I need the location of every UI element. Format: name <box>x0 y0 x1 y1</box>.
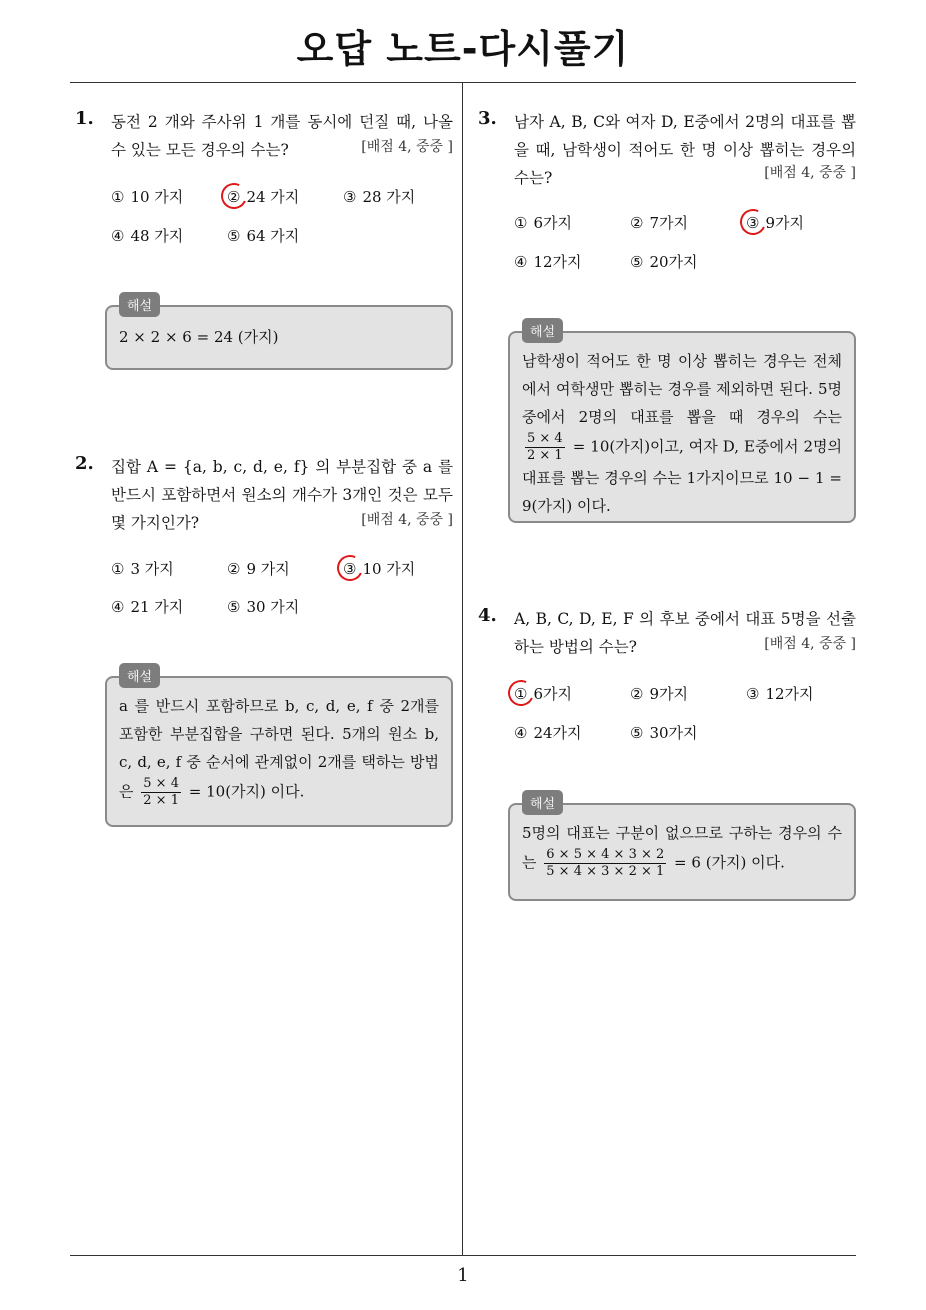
choice-mark: ⑤ <box>630 724 644 742</box>
choice-label: 48 가지 <box>130 227 184 245</box>
choice-label: 24가지 <box>533 724 582 742</box>
choice-label: 9가지 <box>649 685 688 703</box>
solution-label: 해설 <box>119 292 160 317</box>
selected-answer-circle <box>504 676 537 709</box>
choice-label: 30 가지 <box>246 598 300 616</box>
choice-label: 7가지 <box>649 214 688 232</box>
footer-rule <box>70 1255 856 1256</box>
choice-4[interactable] <box>514 722 582 743</box>
choice-label: 6가지 <box>533 685 572 703</box>
solution-text: 5명의 대표는 구분이 없으므로 구하는 경우의 수는 <box>522 824 842 872</box>
problem-3 <box>478 108 856 523</box>
solution-text: 남학생이 적어도 한 명 이상 뽑히는 경우는 전체에서 여학생만 뽑히는 경우를 제외하면 된다. 5명 중에서 2명의 대표를 뽑을 때 경우의 수는 <box>522 352 842 426</box>
choice-mark: ④ <box>514 253 528 271</box>
solution-box <box>508 797 856 901</box>
choice-mark: ③ <box>343 560 357 578</box>
choice-mark: ③ <box>343 188 357 206</box>
choice-mark: ④ <box>111 227 125 245</box>
column-divider <box>462 82 463 1255</box>
problem-meta: [배점 4, 중중 ] <box>361 139 453 155</box>
choice-mark: ⑤ <box>227 227 241 245</box>
selected-answer-circle <box>736 205 769 238</box>
solution-box <box>105 670 453 827</box>
choice-1[interactable] <box>514 212 572 233</box>
problem-meta: [배점 4, 중중 ] <box>764 165 856 181</box>
solution-text-end: = 10(가지) 이다. <box>188 782 305 801</box>
choice-label: 12가지 <box>533 253 582 271</box>
choice-3[interactable] <box>746 683 814 704</box>
problem-text: 남자 A, B, C와 여자 D, E중에서 2명의 대표를 뽑을 때, 남학생이 적어도 한 명 이상 뽑히는 경우의 수는? <box>514 113 856 187</box>
choice-mark: ② <box>227 560 241 578</box>
choice-4[interactable] <box>514 251 582 272</box>
solution-label: 해설 <box>119 663 160 688</box>
choice-4[interactable] <box>111 596 183 617</box>
solution-text-end: = 10(가지)이고, 여자 D, E중에서 2명의 대표를 뽑는 경우의 수는 1가지이므로 10 − 1 = 9(가지) 이다. <box>522 437 842 515</box>
choice-2[interactable] <box>227 558 290 579</box>
solution-fraction <box>525 431 565 464</box>
solution-label: 해설 <box>522 790 563 815</box>
choice-5[interactable] <box>630 722 698 743</box>
choice-mark: ② <box>630 214 644 232</box>
choice-label: 64 가지 <box>246 227 300 245</box>
choice-1[interactable] <box>514 683 572 704</box>
page-number: 1 <box>457 1265 469 1286</box>
solution-text: a 를 반드시 포함하므로 b, c, d, e, f 중 2개를 포함한 부분집합을 구하면 된다. 5개의 원소 b, c, d, e, f 중 순서에 관계없이 2개를 택하는 방법은 <box>119 697 439 801</box>
choice-3[interactable] <box>343 558 415 579</box>
choice-2[interactable] <box>630 212 688 233</box>
choice-mark: ② <box>227 188 241 206</box>
choice-mark: ③ <box>746 214 760 232</box>
problem-number: 4. <box>478 605 497 626</box>
solution-label: 해설 <box>522 318 563 343</box>
choice-5[interactable] <box>227 596 299 617</box>
choice-label: 24 가지 <box>246 188 300 206</box>
choice-5[interactable] <box>630 251 698 272</box>
choice-label: 10 가지 <box>362 560 416 578</box>
choice-3[interactable] <box>343 186 415 207</box>
choice-mark: ④ <box>514 724 528 742</box>
fraction-numerator: 5 × 4 <box>527 431 563 446</box>
choice-2[interactable] <box>630 683 688 704</box>
fraction-numerator: 6 × 5 × 4 × 3 × 2 <box>546 847 665 862</box>
choice-1[interactable] <box>111 558 174 579</box>
choice-label: 20가지 <box>649 253 698 271</box>
solution-box <box>105 299 453 370</box>
choice-mark: ③ <box>746 685 760 703</box>
choice-mark: ⑤ <box>630 253 644 271</box>
choice-4[interactable] <box>111 225 183 246</box>
header-rule <box>70 82 856 83</box>
choice-label: 30가지 <box>649 724 698 742</box>
problem-meta: [배점 4, 중중 ] <box>764 636 856 652</box>
solution-fraction <box>544 847 666 880</box>
choice-mark: ① <box>111 188 125 206</box>
problem-2 <box>75 453 453 828</box>
choice-mark: ① <box>514 214 528 232</box>
fraction-denominator: 2 × 1 <box>143 793 179 808</box>
solution-fraction <box>141 776 181 809</box>
choice-mark: ① <box>111 560 125 578</box>
selected-answer-circle <box>217 179 250 212</box>
choice-mark: ① <box>514 685 528 703</box>
solution-text-end: = 6 (가지) 이다. <box>674 853 785 872</box>
solution-box <box>508 325 856 523</box>
problem-number: 2. <box>75 453 94 474</box>
choice-label: 9가지 <box>765 214 804 232</box>
choice-label: 10 가지 <box>130 188 184 206</box>
choice-label: 21 가지 <box>130 598 184 616</box>
page-title: 오답 노트-다시풀기 <box>296 27 630 71</box>
problem-text: 동전 2 개와 주사위 1 개를 동시에 던질 때, 나올 수 있는 모든 경우의 수는? <box>111 113 453 159</box>
choice-mark: ② <box>630 685 644 703</box>
problem-number: 3. <box>478 108 497 129</box>
problem-meta: [배점 4, 중중 ] <box>361 512 453 528</box>
fraction-denominator: 5 × 4 × 3 × 2 × 1 <box>546 864 665 879</box>
choice-5[interactable] <box>227 225 299 246</box>
choice-label: 28 가지 <box>362 188 416 206</box>
choice-label: 12가지 <box>765 685 814 703</box>
selected-answer-circle <box>333 551 366 584</box>
problem-text: 집합 A = {a, b, c, d, e, f} 의 부분집합 중 a 를 반드시 포함하면서 원소의 개수가 3개인 것은 모두 몇 가지인가? <box>111 458 453 532</box>
choice-2[interactable] <box>227 186 299 207</box>
problem-1 <box>75 108 453 378</box>
choice-label: 9 가지 <box>246 560 290 578</box>
problem-text: A, B, C, D, E, F 의 후보 중에서 대표 5명을 선출하는 방법의 수는? <box>514 610 856 656</box>
choice-label: 6가지 <box>533 214 572 232</box>
problem-4 <box>478 605 856 905</box>
choice-3[interactable] <box>746 212 804 233</box>
choice-mark: ④ <box>111 598 125 616</box>
choice-1[interactable] <box>111 186 183 207</box>
choice-mark: ⑤ <box>227 598 241 616</box>
fraction-denominator: 2 × 1 <box>527 448 563 463</box>
solution-text: 2 × 2 × 6 = 24 (가지) <box>119 328 279 346</box>
choice-label: 3 가지 <box>130 560 174 578</box>
problem-number: 1. <box>75 108 94 129</box>
fraction-numerator: 5 × 4 <box>143 776 179 791</box>
